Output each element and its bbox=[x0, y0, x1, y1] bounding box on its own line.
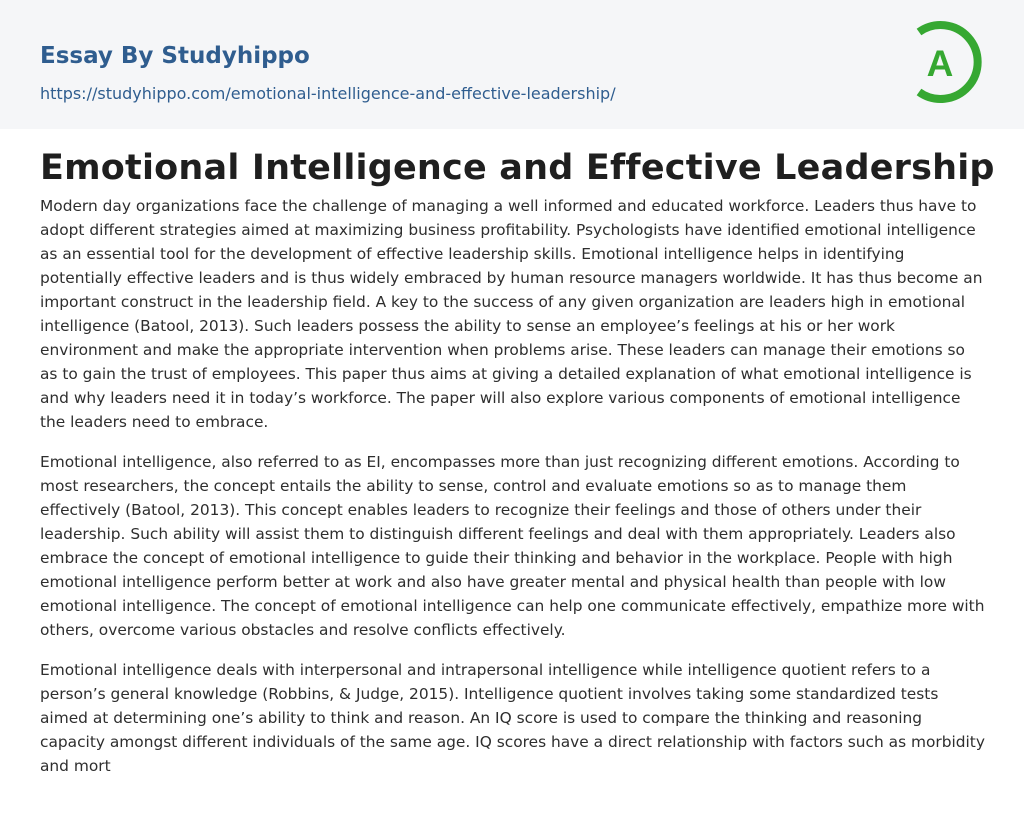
brand-title[interactable]: Essay By Studyhippo bbox=[40, 43, 310, 69]
essay-url-link[interactable]: https://studyhippo.com/emotional-intelligence-and-effective-leadership/ bbox=[40, 84, 616, 103]
logo-letter: A bbox=[926, 43, 954, 84]
essay-paragraph: Modern day organizations face the challenge of managing a well informed and educated workforce. Leaders thus have to adopt different strategies aimed at maximizing business profitability. Psychologists have identified emotional intelligence as an essential tool for the development of effective leadership skills. Emotional intelligence helps in identifying potentially effective leaders and is thus widely embraced by human resource managers worldwide. It has thus become an important construct in the leadership field. A key to the success of any given organization are leaders high in emotional intelligence (Batool, 2013). Such leaders possess the ability to sense an employee’s feelings at his or her work environment and make the appropriate intervention when problems arise. These leaders can manage their emotions so as to gain the trust of employees. This paper thus aims at giving a detailed explanation of what emotional intelligence is and why leaders need it in today’s workforce. The paper will also explore various components of emotional intelligence the leaders need to embrace. bbox=[40, 197, 983, 431]
essay-title: Emotional Intelligence and Effective Leadership bbox=[40, 148, 995, 188]
essay-body bbox=[40, 194, 986, 794]
essay-paragraph: Emotional intelligence, also referred to as EI, encompasses more than just recognizing different emotions. According to most researchers, the concept entails the ability to sense, control and evaluate emotions so as to manage them effectively (Batool, 2013). This concept enables leaders to recognize their feelings and those of others under their leadership. Such ability will assist them to distinguish different feelings and deal with them appropriately. Leaders also embrace the concept of emotional intelligence to guide their thinking and behavior in the workplace. People with high emotional intelligence perform better at work and also have greater mental and physical health than people with low emotional intelligence. The concept of emotional intelligence can help one communicate effectively, empathize more with others, overcome various obstacles and resolve conflicts effectively. bbox=[40, 453, 985, 639]
essay-paragraph: Emotional intelligence deals with interpersonal and intrapersonal intelligence while intelligence quotient refers to a person’s general knowledge (Robbins, & Judge, 2015). Intelligence quotient involves taking some standardized tests aimed at determining one’s ability to think and reason. An IQ score is used to compare the thinking and reasoning capacity amongst different individuals of the same age. IQ scores have a direct relationship with factors such as morbidity and mort bbox=[40, 661, 985, 775]
